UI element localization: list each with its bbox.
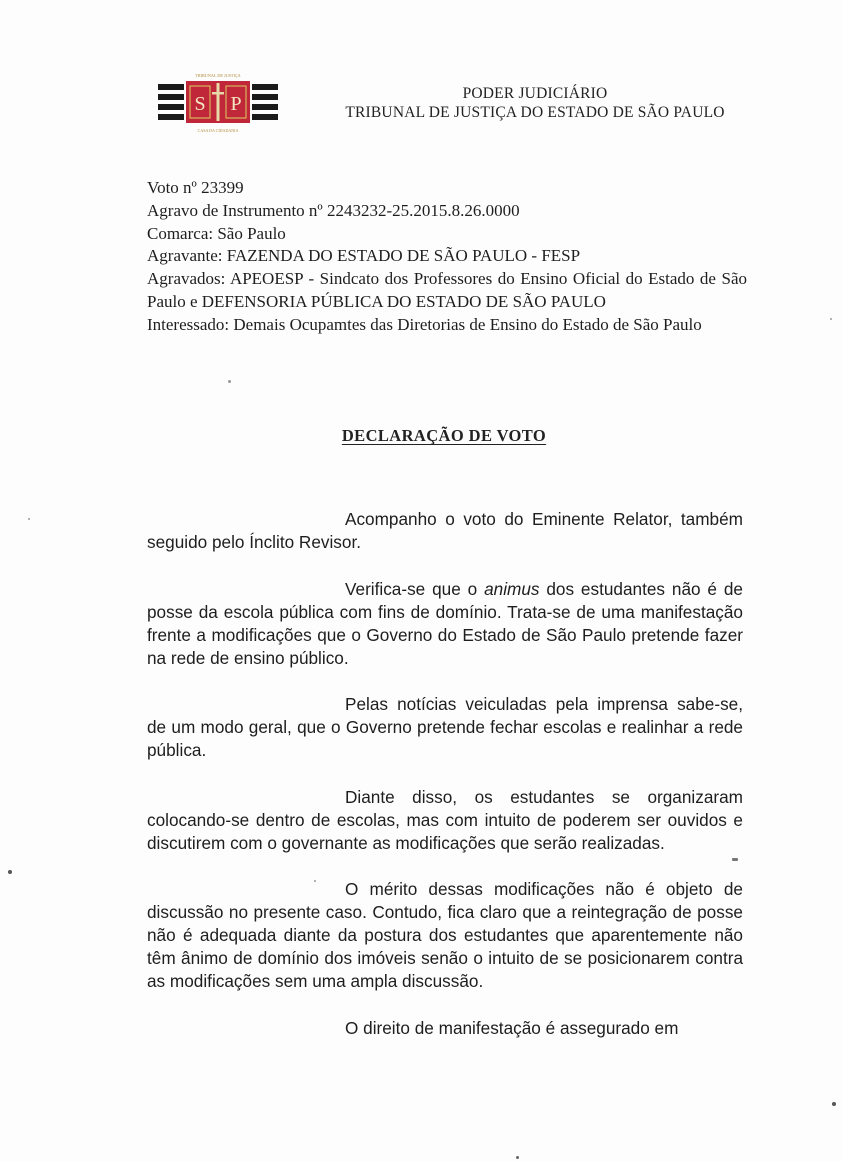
court-header (300, 84, 770, 122)
body-paragraph: Pelas notícias veiculadas pela imprensa sabe-se, de um modo geral, que o Governo pretende fechar escolas e realinhar a rede pública. (147, 694, 743, 760)
scan-speck (28, 518, 30, 520)
case-appellant: Agravante: FAZENDA DO ESTADO DE SÃO PAULO - FESP (147, 246, 581, 266)
scan-speck (830, 318, 832, 320)
case-interested-party: Interessado: Demais Ocupamtes das Diretorias de Ensino do Estado de São Paulo (147, 314, 702, 334)
body-paragraph: O mérito dessas modificações não é objeto de discussão no presente caso. Contudo, fica claro que a reintegração de posse não é adequada diante da postura dos estudantes que aparentemente não têm ânimo de domínio dos imóveis senão o intuito de se posicionarem contra as modificações sem uma ampla discussão. (147, 879, 743, 991)
emblem-letter-s: S (194, 93, 206, 115)
body-paragraph: Acompanho o voto do Eminente Relator, também seguido pelo Ínclito Revisor. (147, 509, 743, 552)
header-line-court: TRIBUNAL DE JUSTIÇA DO ESTADO DE SÃO PAULO (345, 104, 725, 121)
case-info (147, 177, 747, 337)
scan-speck (516, 1156, 519, 1159)
case-appeal-number: Agravo de Instrumento nº 2243232-25.2015.8.26.0000 (147, 200, 520, 220)
scan-speck (832, 1102, 836, 1106)
header-line-judiciary: PODER JUDICIÁRIO (462, 85, 608, 102)
paragraph-text: Verifica-se que o (345, 578, 485, 599)
document-title-text: DECLARAÇÃO DE VOTO (341, 426, 547, 445)
body-paragraph (147, 578, 743, 670)
case-vote-number: Voto nº 23399 (147, 178, 244, 197)
case-appellees: Agravados: APEOESP - Sindcato dos Professores do Ensino Oficial do Estado de São Paulo e DEFENSORIA PÚBLICA DO ESTADO DE SÃO PAULO (147, 269, 747, 311)
emblem-letter-p: P (230, 93, 242, 115)
body-paragraph: Diante disso, os estudantes se organizaram colocando-se dentro de escolas, mas com intuito de poderem ser ouvidos e discutirem com o governante as modificações que serão realizadas. (147, 786, 743, 853)
emblem-bottom-text: CASA DA CIDADANIA (197, 128, 239, 133)
paragraph-text: dos estudantes não é de posse da escola pública com fins de domínio. Trata-se de uma manifestação frente a modificações que o Governo do Estado de São Paulo pretende fazer na rede de ensino público. (147, 578, 743, 668)
body-paragraph: O direito de manifestação é assegurado em (345, 1017, 679, 1038)
scan-speck (8, 870, 12, 874)
emblem-top-text: TRIBUNAL DE JUSTIÇA (195, 73, 241, 78)
document-title (0, 426, 842, 446)
case-district: Comarca: São Paulo (147, 223, 286, 243)
paragraph-italic-term: animus (484, 578, 540, 599)
scan-speck (228, 380, 231, 383)
document-body (147, 508, 743, 1040)
court-emblem (156, 72, 280, 134)
tjsp-emblem-icon (156, 72, 280, 134)
